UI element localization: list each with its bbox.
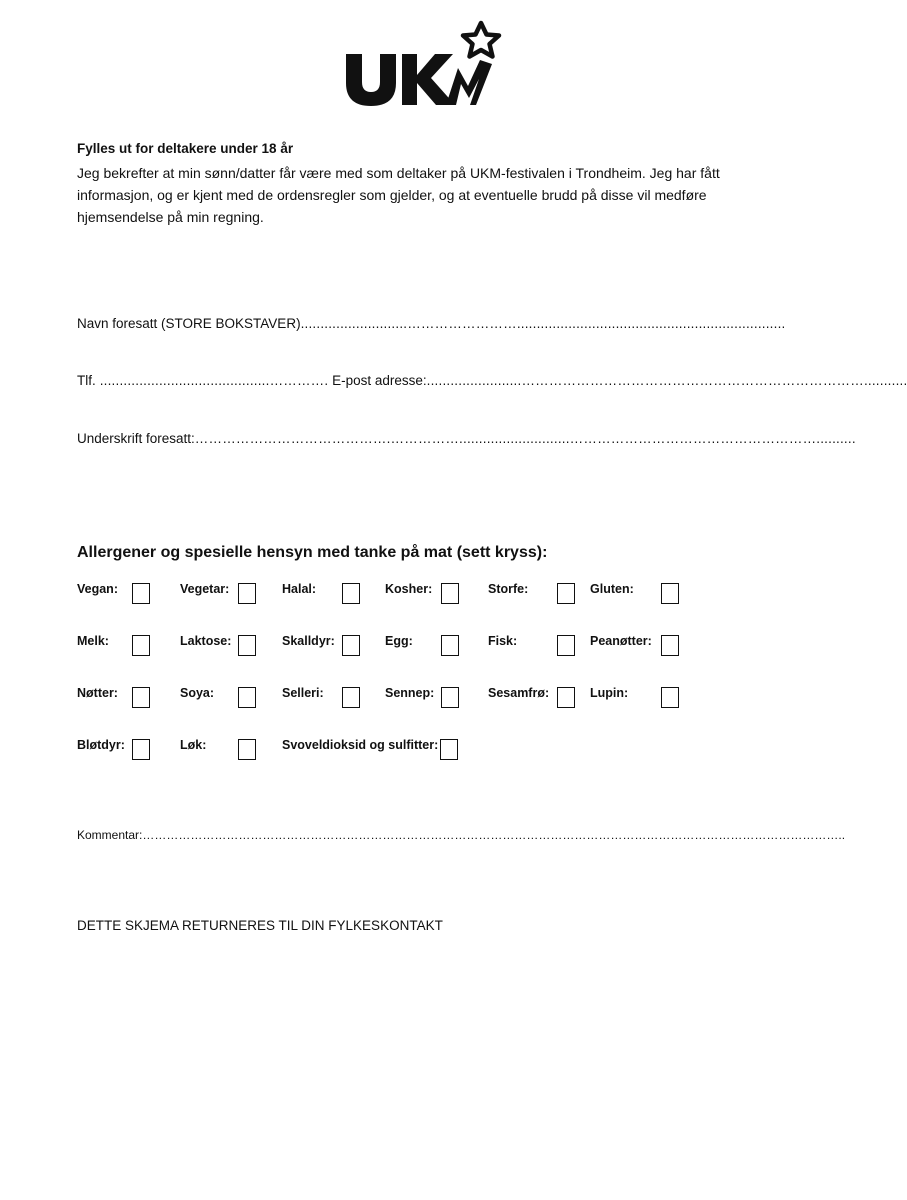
- allergen-label: Soya:: [180, 686, 215, 700]
- allergen-label: Egg:: [385, 634, 413, 648]
- allergen-label: Bløtdyr:: [77, 738, 125, 752]
- allergen-checkbox[interactable]: [661, 583, 679, 604]
- allergen-item: [488, 581, 598, 607]
- allergen-label: Storfe:: [488, 582, 529, 596]
- allergen-label: Løk:: [180, 738, 207, 752]
- allergen-item: [180, 685, 290, 711]
- allergen-item: [488, 633, 598, 659]
- allergen-item: [590, 685, 700, 711]
- phone-label: Tlf.: [77, 373, 96, 388]
- allergen-checkbox[interactable]: [440, 739, 458, 760]
- allergen-item: [77, 685, 187, 711]
- allergen-checkbox[interactable]: [557, 583, 575, 604]
- allergen-item: [385, 633, 495, 659]
- allergen-checkbox[interactable]: [557, 687, 575, 708]
- allergen-label: Lupin:: [590, 686, 629, 700]
- consent-text: [77, 162, 777, 228]
- allergen-checkbox[interactable]: [238, 583, 256, 604]
- consent-text-line: Jeg bekrefter at min sønn/datter får være med som deltaker på UKM-festivalen i Trondheim. Jeg har fått: [77, 165, 720, 181]
- allergen-checkbox[interactable]: [238, 739, 256, 760]
- ukm-logo: [342, 20, 504, 112]
- allergen-checkbox[interactable]: [132, 583, 150, 604]
- allergen-label: Gluten:: [590, 582, 634, 596]
- allergen-checkbox[interactable]: [342, 687, 360, 708]
- allergen-item: [488, 685, 598, 711]
- return-instruction: DETTE SKJEMA RETURNERES TIL DIN FYLKESKONTAKT: [77, 918, 443, 933]
- signature-blank[interactable]: …………………………………….……………............................………………………………………………..........: [194, 431, 856, 446]
- allergen-checkbox[interactable]: [238, 687, 256, 708]
- form-heading: Fylles ut for deltakere under 18 år: [77, 141, 294, 156]
- allergen-item: [590, 581, 700, 607]
- allergen-item: [385, 581, 495, 607]
- allergen-checkbox[interactable]: [441, 687, 459, 708]
- guardian-signature-field[interactable]: [77, 431, 856, 446]
- allergen-item: [282, 737, 439, 763]
- allergen-label: Skalldyr:: [282, 634, 335, 648]
- consent-text-line: hjemsendelse på min regning.: [77, 209, 264, 225]
- allergen-label: Sesamfrø:: [488, 686, 550, 700]
- allergen-item: [77, 633, 187, 659]
- allergen-label: Fisk:: [488, 634, 518, 648]
- comment-field[interactable]: [77, 828, 845, 842]
- allergen-checkbox[interactable]: [342, 635, 360, 656]
- allergen-item: [282, 581, 392, 607]
- allergen-item: [180, 581, 290, 607]
- allergen-item: [282, 685, 392, 711]
- allergen-checkbox[interactable]: [441, 583, 459, 604]
- allergen-label: Peanøtter:: [590, 634, 652, 648]
- allergen-label: Nøtter:: [77, 686, 118, 700]
- allergen-item: [590, 633, 700, 659]
- consent-text-line: informasjon, og er kjent med de ordensregler som gjelder, og at eventuelle brudd på disse vil medføre: [77, 187, 707, 203]
- allergen-checkbox[interactable]: [441, 635, 459, 656]
- allergen-item: [180, 633, 290, 659]
- allergen-item: [385, 685, 495, 711]
- allergen-checkbox[interactable]: [661, 635, 679, 656]
- guardian-name-blank[interactable]: ...........................……………………....................................................................: [300, 316, 786, 331]
- allergen-checkbox[interactable]: [557, 635, 575, 656]
- allergen-checkbox[interactable]: [342, 583, 360, 604]
- allergen-checkbox[interactable]: [661, 687, 679, 708]
- phone-blank[interactable]: ...........................................………….: [95, 373, 329, 388]
- guardian-name-label: Navn foresatt (STORE BOKSTAVER): [77, 316, 301, 331]
- allergen-label: Laktose:: [180, 634, 232, 648]
- allergen-item: [77, 737, 187, 763]
- allergen-checkbox[interactable]: [132, 635, 150, 656]
- allergen-label: Sennep:: [385, 686, 435, 700]
- email-label: E-post adresse:: [328, 373, 427, 388]
- allergen-label: Kosher:: [385, 582, 433, 596]
- allergen-label: Selleri:: [282, 686, 324, 700]
- comment-blank[interactable]: …………………………………………………………………………………………………………………………………………………………..: [142, 828, 846, 842]
- email-blank[interactable]: ........................…………………………………………………………………...........: [426, 373, 907, 388]
- allergen-label: Halal:: [282, 582, 317, 596]
- allergen-item: [282, 633, 392, 659]
- allergen-heading: Allergener og spesielle hensyn med tanke på mat (sett kryss):: [77, 544, 548, 561]
- comment-label: Kommentar:: [77, 828, 143, 842]
- allergen-checkbox[interactable]: [132, 739, 150, 760]
- allergen-label: Vegan:: [77, 582, 118, 596]
- allergen-checkbox[interactable]: [238, 635, 256, 656]
- allergen-checkbox[interactable]: [132, 687, 150, 708]
- allergen-label: Melk:: [77, 634, 109, 648]
- guardian-name-field[interactable]: [77, 316, 785, 331]
- allergen-item: [180, 737, 290, 763]
- allergen-item: [77, 581, 187, 607]
- ukm-logo-graphic: [342, 20, 504, 112]
- signature-label: Underskrift foresatt:: [77, 431, 195, 446]
- allergen-label: Svoveldioksid og sulfitter:: [282, 738, 439, 752]
- allergen-label: Vegetar:: [180, 582, 230, 596]
- contact-field-row: [77, 373, 907, 388]
